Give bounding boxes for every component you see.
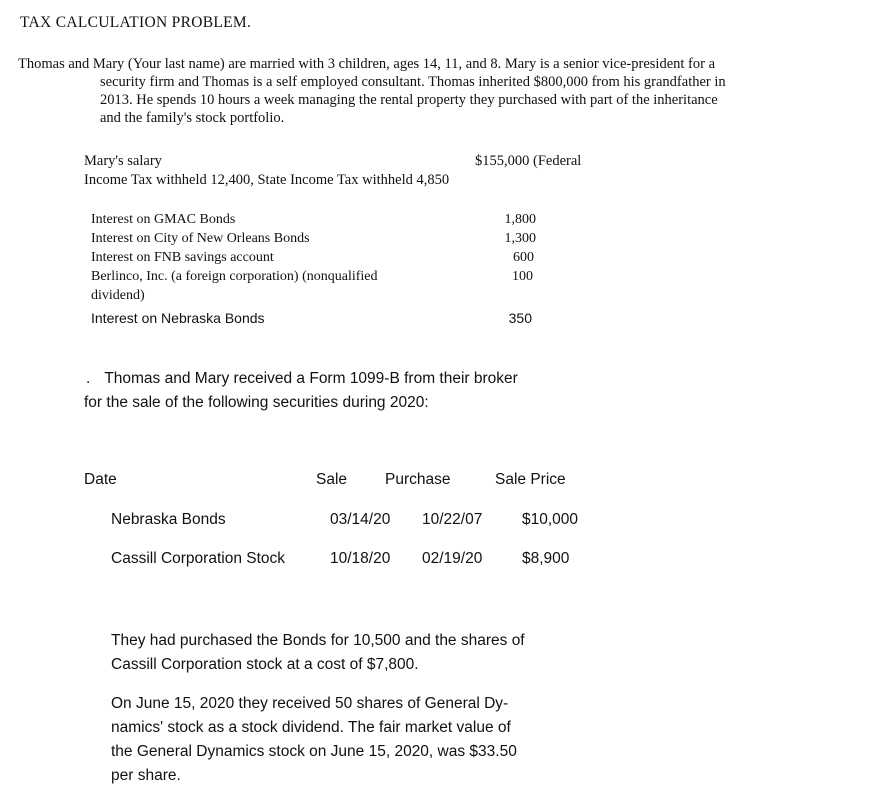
row-1-purchase: 10/22/07 (422, 511, 483, 528)
purchase-paragraph (111, 629, 621, 677)
dividend-paragraph (111, 692, 621, 788)
row-2-name: Cassill Corporation Stock (111, 550, 286, 567)
income-amount-new-orleans: 1,300 (504, 231, 536, 246)
intro-line-3: 2013. He spends 10 hours a week managing the rental property they purchased with part of the inheritance (100, 92, 718, 108)
salary-label: Mary's salary (84, 153, 162, 169)
row-2-price: $8,900 (522, 550, 570, 567)
row-1-price: $10,000 (522, 511, 579, 528)
intro-line-4: and the family's stock portfolio. (100, 110, 285, 126)
row-2-purchase: 02/19/20 (422, 550, 483, 567)
dividend-line-2: namics' stock as a stock dividend. The fair market value of (111, 719, 511, 736)
intro-paragraph (18, 55, 833, 127)
income-amount-nebraska: 350 (508, 310, 532, 326)
row-1-sale: 03/14/20 (330, 511, 391, 528)
dividend-line-4: per share. (111, 767, 181, 784)
dividend-line-1: On June 15, 2020 they received 50 shares of General Dy- (111, 695, 509, 712)
income-amount-gmac: 1,800 (504, 212, 536, 227)
income-label-new-orleans: Interest on City of New Orleans Bonds (91, 231, 310, 246)
salary-withholding: Income Tax withheld 12,400, State Income Tax withheld 4,850 (84, 172, 450, 188)
purchase-line-2: Cassill Corporation stock at a cost of $7,800. (111, 656, 419, 673)
header-sale: Sale (316, 471, 348, 488)
bullet: . (86, 370, 91, 387)
income-label-berlinco: Berlinco, Inc. (a foreign corporation) (nonqualified (91, 269, 378, 284)
row-2-sale: 10/18/20 (330, 550, 391, 567)
header-sale-price: Sale Price (495, 471, 566, 488)
form-1099b-line-1: Thomas and Mary received a Form 1099-B from their broker (104, 370, 518, 387)
salary-amount: $155,000 (Federal (475, 153, 582, 169)
income-label-berlinco-cont: dividend) (91, 288, 145, 303)
income-label-gmac: Interest on GMAC Bonds (91, 212, 236, 227)
form-1099b-paragraph (84, 367, 518, 415)
header-purchase: Purchase (385, 471, 451, 488)
income-label-nebraska: Interest on Nebraska Bonds (91, 310, 265, 326)
row-1-name: Nebraska Bonds (111, 511, 226, 528)
form-1099b-line-2: for the sale of the following securities during 2020: (84, 394, 429, 411)
dividend-line-3: the General Dynamics stock on June 15, 2020, was $33.50 (111, 743, 517, 760)
page-title: TAX CALCULATION PROBLEM. (20, 14, 252, 31)
income-label-fnb: Interest on FNB savings account (91, 250, 274, 265)
intro-line-2: security firm and Thomas is a self employed consultant. Thomas inherited $800,000 from his grandfather in (100, 74, 726, 90)
purchase-line-1: They had purchased the Bonds for 10,500 and the shares of (111, 632, 525, 649)
income-amount-fnb: 600 (513, 250, 534, 265)
header-date: Date (84, 471, 117, 488)
intro-line-1: Thomas and Mary (Your last name) are married with 3 children, ages 14, 11, and 8. Mary is a senior vice-president for a (18, 56, 716, 72)
income-amount-berlinco: 100 (512, 269, 533, 284)
